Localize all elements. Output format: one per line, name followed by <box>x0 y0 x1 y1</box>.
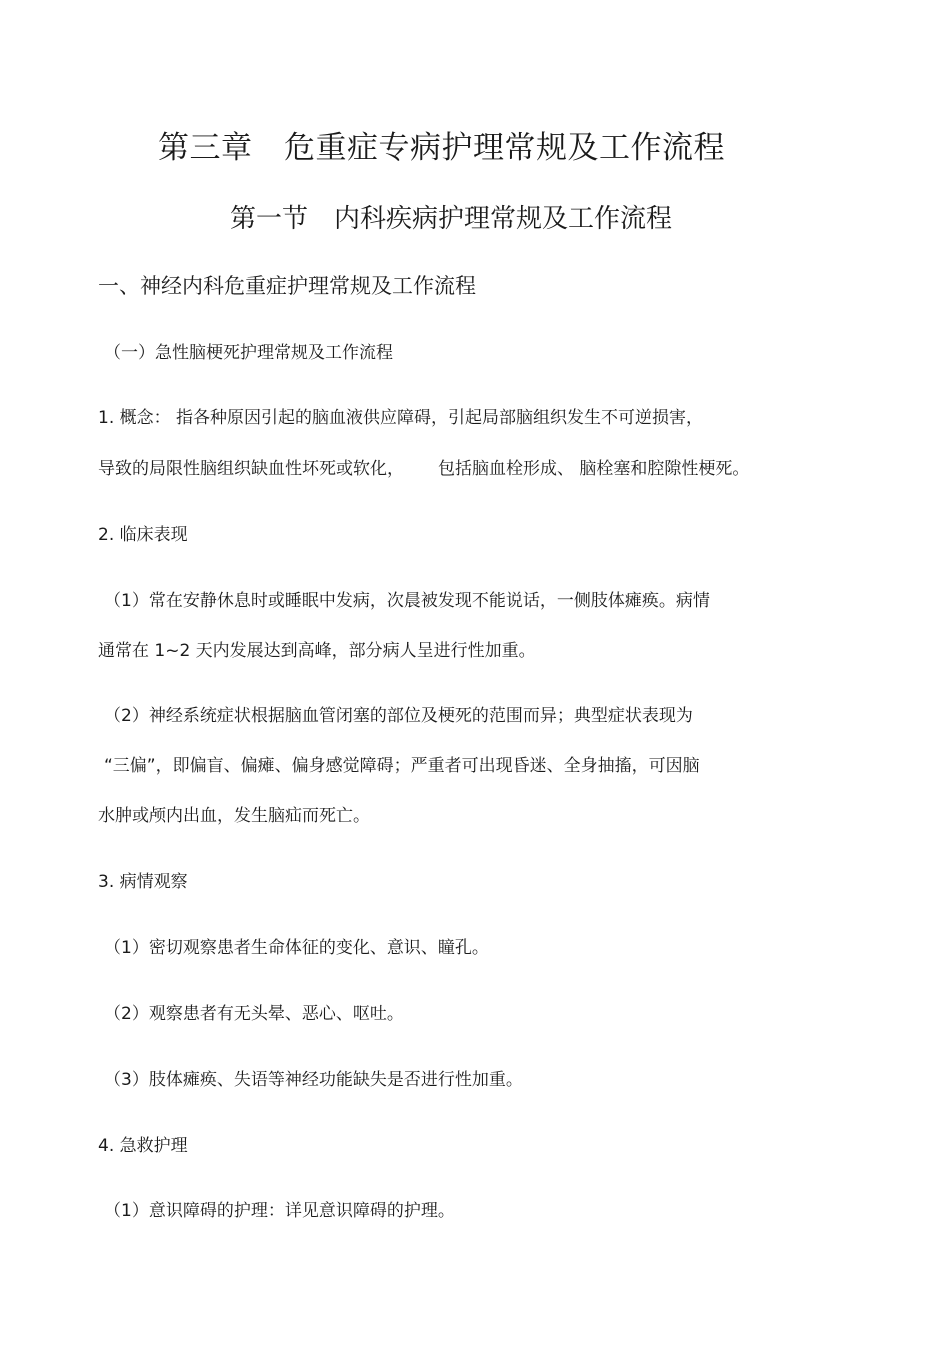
clinical-title: 2. 临床表现 <box>98 525 188 545</box>
emergency-item-1: （1）意识障碍的护理：详见意识障碍的护理。 <box>104 1201 455 1221</box>
concept-line-2 <box>98 461 749 478</box>
chapter-title: 第三章 危重症专病护理常规及工作流程 <box>158 130 725 166</box>
clinical-p2-line-2: “三偏”，即偏盲、偏瘫、偏身感觉障碍；严重者可出现昏迷、全身抽搐，可因脑 <box>104 756 700 776</box>
heading-neurology: 一、神经内科危重症护理常规及工作流程 <box>98 274 476 298</box>
concept-line-1: 1. 概念： 指各种原因引起的脑血液供应障碍，引起局部脑组织发生不可逆损害， <box>98 408 704 428</box>
clinical-p2-line-3: 水肿或颅内出血，发生脑疝而死亡。 <box>98 806 370 826</box>
clinical-p2-line-1: （2）神经系统症状根据脑血管闭塞的部位及梗死的范围而异；典型症状表现为 <box>104 706 693 726</box>
concept-line-2b: 包括脑血栓形成、 脑栓塞和腔隙性梗死。 <box>438 459 750 479</box>
emergency-title: 4. 急救护理 <box>98 1136 188 1156</box>
clinical-p1-line-1: （1）常在安静休息时或睡眠中发病，次晨被发现不能说话，一侧肢体瘫痪。病情 <box>104 591 710 611</box>
section-title: 第一节 内科疾病护理常规及工作流程 <box>230 204 673 234</box>
observation-item-2: （2）观察患者有无头晕、恶心、呕吐。 <box>104 1004 404 1024</box>
heading-acute-cerebral-infarction: （一）急性脑梗死护理常规及工作流程 <box>104 343 393 363</box>
observation-title: 3. 病情观察 <box>98 872 188 892</box>
concept-line-2a: 导致的局限性脑组织缺血性坏死或软化， <box>98 459 404 479</box>
observation-item-1: （1）密切观察患者生命体征的变化、意识、瞳孔。 <box>104 938 489 958</box>
observation-item-3: （3）肢体瘫痪、失语等神经功能缺失是否进行性加重。 <box>104 1070 523 1090</box>
clinical-p1-line-2: 通常在 1~2 天内发展达到高峰，部分病人呈进行性加重。 <box>98 641 536 661</box>
